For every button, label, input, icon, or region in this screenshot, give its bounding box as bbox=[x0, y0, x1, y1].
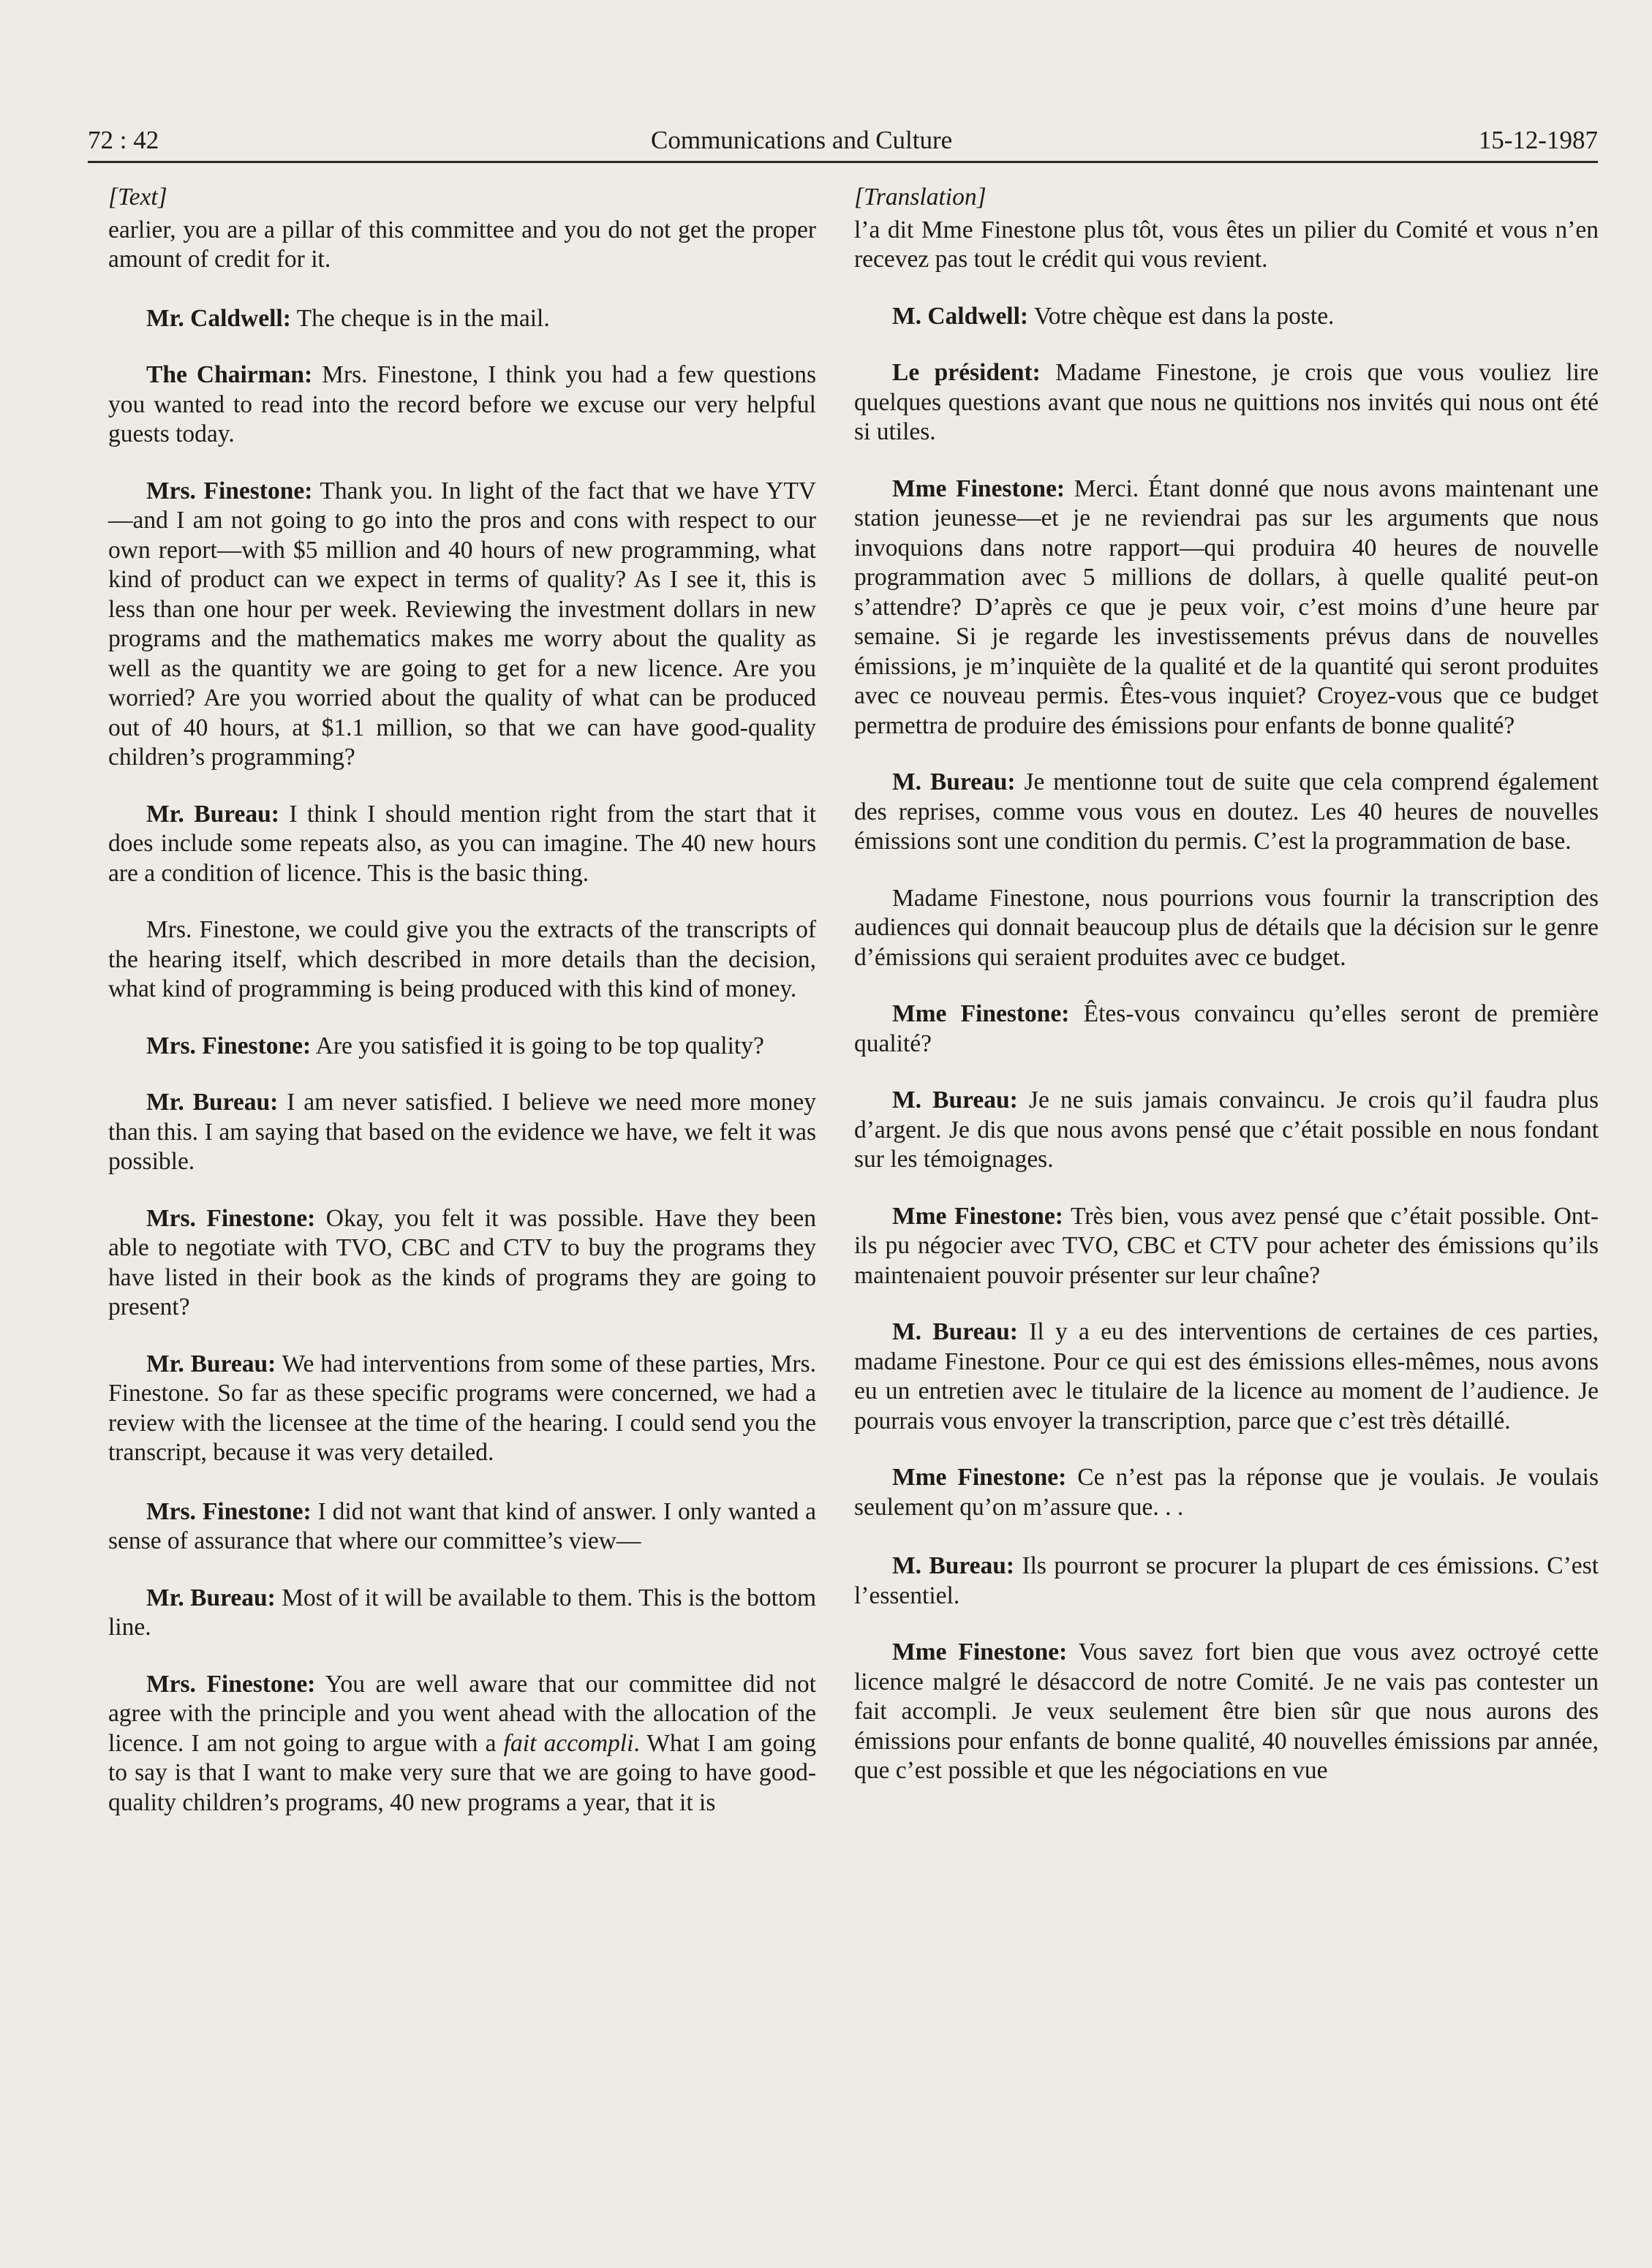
paragraph bbox=[108, 1204, 816, 1323]
speech-text: Votre chèque est dans la poste. bbox=[1028, 302, 1335, 330]
paragraph bbox=[108, 1088, 816, 1177]
speaker-name: Le président: bbox=[892, 359, 1041, 386]
speaker-name: M. Bureau: bbox=[892, 1318, 1018, 1345]
speech-text: Je ne suis jamais convaincu. Je crois qu’il faudra plus d’argent. Je dis que nous avons pensé que c’était possible en nous fondant sur les témoignages. bbox=[854, 1086, 1599, 1173]
paragraph bbox=[854, 768, 1599, 857]
paragraph bbox=[108, 360, 816, 450]
speaker-name: Mrs. Finestone: bbox=[146, 477, 313, 504]
paragraph bbox=[854, 1638, 1599, 1786]
speech-text: I think I should mention right from the start that it does include some repeats also, as you can imagine. The 40 new hours are a condition of licence. This is the basic thing. bbox=[108, 800, 816, 887]
speaker-name: Mme Finestone: bbox=[892, 1464, 1067, 1491]
speaker-name: The Chairman: bbox=[146, 361, 313, 388]
paragraph bbox=[854, 1551, 1599, 1611]
french-column bbox=[854, 183, 1599, 1813]
speaker-name: M. Caldwell: bbox=[892, 302, 1029, 330]
english-column bbox=[108, 183, 816, 1845]
speech-text: Okay, you felt it was possible. Have they been able to negotiate with TVO, CBC and CTV to buy the programs they have listed in their book as the kinds of programs they are going to present? bbox=[108, 1204, 816, 1320]
paragraph bbox=[108, 1350, 816, 1468]
speaker-name: Mrs. Finestone: bbox=[146, 1497, 312, 1525]
speech-text: We had interventions from some of these parties, Mrs. Finestone. So far as these specific programs were concerned, we had a review with the licensee at the time of the hearing. I could send you the transcript, because it was very detailed. bbox=[108, 1350, 816, 1466]
speaker-name: Mr. Bureau: bbox=[146, 1089, 279, 1116]
paragraph bbox=[854, 1318, 1599, 1436]
speech-text: Mrs. Finestone, I think you had a few questions you wanted to read into the record before we excuse our very helpful guests today. bbox=[108, 361, 816, 447]
speech-text: . What I am going to say is that I want to make very sure that we are going to have good-quality children’s programs, 40 new programs a year, that it is bbox=[108, 1729, 817, 1816]
speaker-name: M. Bureau: bbox=[892, 1552, 1015, 1579]
paragraph bbox=[108, 1670, 816, 1818]
speech-text: Madame Finestone, je crois que vous vouliez lire quelques questions avant que nous ne quittions nos invités qui nous ont été si utiles. bbox=[854, 359, 1599, 445]
paragraph bbox=[108, 1032, 816, 1062]
speaker-name: Mme Finestone: bbox=[892, 1638, 1068, 1666]
speaker-name: Mrs. Finestone: bbox=[146, 1204, 316, 1232]
paragraph: l’a dit Mme Finestone plus tôt, vous êtes un pilier du Comité et vous n’en recevez pas tout le crédit qui vous revient. bbox=[854, 216, 1599, 273]
page-number: 72 : 42 bbox=[88, 126, 159, 154]
speaker-name: M. Bureau: bbox=[892, 768, 1016, 795]
paragraph: earlier, you are a pillar of this committee and you do not get the proper amount of credit for it. bbox=[108, 216, 816, 273]
speaker-name: Mrs. Finestone: bbox=[146, 1032, 312, 1059]
speech-text: Vous savez fort bien que vous avez octroyé cette licence malgré le désaccord de notre Comité. Je ne vais pas contester un fait accompli. Je veux seulement être bien sûr que nous aurons des émissions pour enfants de bonne qualité, 40 nouvelles émissions par année, que c’est possible et que les négociations en vue bbox=[854, 1638, 1599, 1784]
speaker-name: Mme Finestone: bbox=[892, 475, 1065, 502]
paragraph bbox=[854, 475, 1599, 741]
speech-text: I am never satisfied. I believe we need more money than this. I am saying that based on the evidence we have, we felt it was possible. bbox=[108, 1089, 816, 1175]
speech-text: Thank you. In light of the fact that we have YTV—and I am not going to go into the pros and cons with respect to our own report—with $5 million and 40 hours of new programming, what kind of product can we expect in terms of quality? As I see it, this is less than one hour per week. Reviewing the investment dollars in new programs and the mathematics makes me worry about the quality as well as the quantity we are going to get for a new licence. Are you worried? Are you worried about the quality of what can be produced out of 40 hours, at $1.1 million, so that we can have good-quality children’s programming? bbox=[108, 477, 816, 771]
running-title: Communications and Culture bbox=[651, 126, 953, 154]
speaker-name: Mr. Bureau: bbox=[146, 1350, 276, 1377]
speech-text: Êtes-vous convaincu qu’elles seront de première qualité? bbox=[854, 1000, 1599, 1057]
paragraph bbox=[854, 1202, 1599, 1291]
paragraph bbox=[854, 999, 1599, 1059]
paragraph bbox=[854, 1463, 1599, 1522]
paragraph: Madame Finestone, nous pourrions vous fournir la transcription des audiences qui donnait beaucoup plus de détails que la décision sur le genre d’émissions qui seraient produites avec ce budget. bbox=[854, 884, 1599, 971]
header-date: 15-12-1987 bbox=[1478, 126, 1598, 154]
paragraph bbox=[108, 304, 816, 334]
speaker-name: Mr. Bureau: bbox=[146, 800, 279, 828]
speech-text: Merci. Étant donné que nous avons maintenant une station jeunesse—et je ne reviendrai pas sur les arguments que nous invoquions dans notre rapport—qui produira 40 heures de nouvelle programmation avec 5 millions de dollars, à quelle qualité peut-on s’attendre? D’après ce que je peux voir, c’est moins d’une heure par semaine. Si je regarde les investissements prévus dans de nouvelles émissions, je m’inquiète de la qualité et de la quantité qui seront produites avec ce nouveau permis. Êtes-vous inquiet? Croyez-vous que ce budget permettra de produire des émissions pour enfants de bonne qualité? bbox=[854, 475, 1599, 739]
speech-text: I did not want that kind of answer. I only wanted a sense of assurance that where our committee’s view— bbox=[108, 1497, 816, 1554]
paragraph bbox=[108, 1584, 816, 1643]
paragraph: Mrs. Finestone, we could give you the extracts of the transcripts of the hearing itself, which described in more details than the decision, what kind of programming is being produced with this kind of money. bbox=[108, 916, 816, 1002]
speech-text: You are well aware that our committee did not agree with the principle and you went ahead with the allocation of the licence. I am not going to argue with a bbox=[108, 1670, 816, 1757]
speaker-name: Mrs. Finestone: bbox=[146, 1670, 316, 1698]
speaker-name: M. Bureau: bbox=[892, 1086, 1018, 1114]
speech-text: Il y a eu des interventions de certaines de ces parties, madame Finestone. Pour ce qui est des émissions elles-mêmes, nous avons eu un entretien avec le titulaire de la licence au moment de l’audience. Je pourrais vous envoyer la transcription, parce que c’est très détaillé. bbox=[854, 1318, 1599, 1434]
paragraph bbox=[108, 800, 816, 889]
speech-text: Ils pourront se procurer la plupart de ces émissions. C’est l’essentiel. bbox=[854, 1552, 1599, 1609]
paragraph bbox=[108, 477, 816, 773]
speaker-name: Mme Finestone: bbox=[892, 1202, 1063, 1230]
speech-text: Ce n’est pas la réponse que je voulais. Je voulais seulement qu’on m’assure que. . . bbox=[854, 1464, 1599, 1521]
italic-phrase: fait accompli bbox=[503, 1729, 634, 1757]
paragraph bbox=[854, 1086, 1599, 1175]
speech-text: Très bien, vous avez pensé que c’était possible. Ont-ils pu négocier avec TVO, CBC et CTV pour acheter des émissions qu’ils maintenaient pouvoir présenter sur leur chaîne? bbox=[854, 1202, 1599, 1289]
speech-text: The cheque is in the mail. bbox=[290, 304, 550, 332]
paragraph bbox=[854, 358, 1599, 447]
column-label: [Text] bbox=[108, 184, 167, 211]
page-header bbox=[88, 117, 1598, 163]
paragraph bbox=[108, 1497, 816, 1557]
speaker-name: Mr. Bureau: bbox=[146, 1584, 276, 1611]
speaker-name: Mme Finestone: bbox=[892, 1000, 1070, 1027]
speaker-name: Mr. Caldwell: bbox=[146, 304, 291, 332]
column-label: [Translation] bbox=[854, 184, 987, 211]
speech-text: Je mentionne tout de suite que cela comprend également des reprises, comme vous vous en doutez. Les 40 heures de nouvelles émissions sont une condition du permis. C’est la programmation de base. bbox=[854, 768, 1599, 855]
speech-text: Are you satisfied it is going to be top quality? bbox=[311, 1032, 764, 1059]
speech-text: Most of it will be available to them. This is the bottom line. bbox=[108, 1584, 817, 1641]
paragraph bbox=[854, 302, 1599, 332]
